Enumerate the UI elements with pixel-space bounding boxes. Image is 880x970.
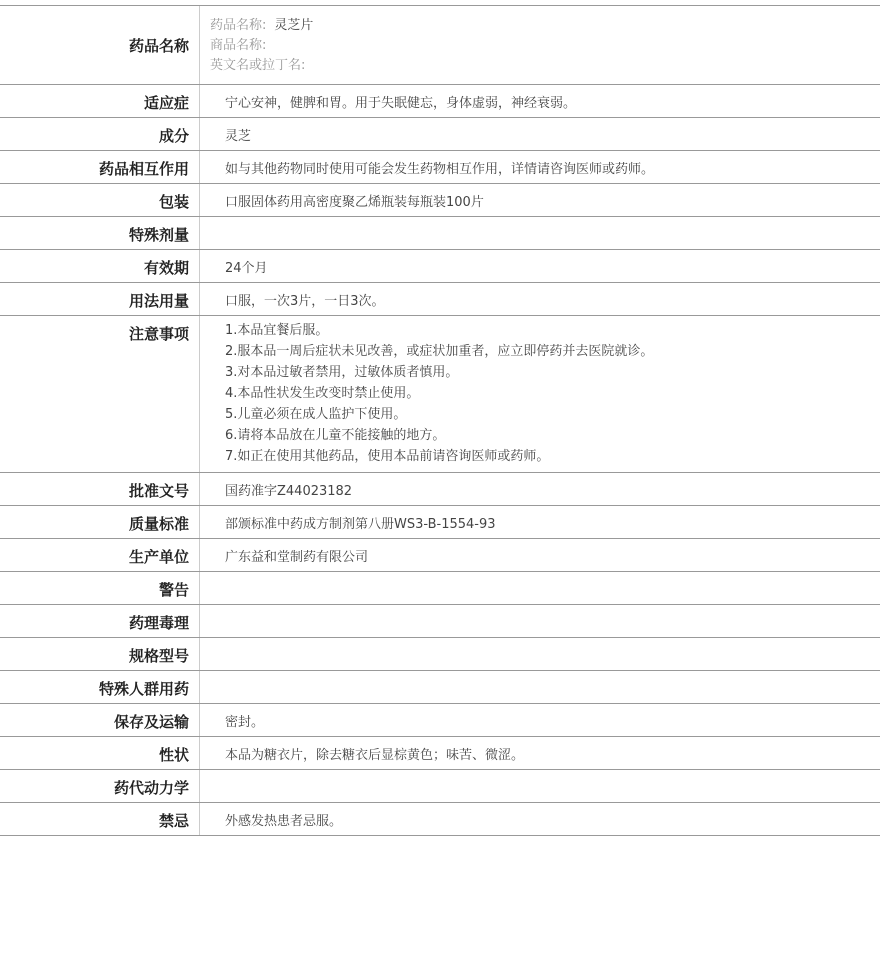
precaution-item: 1.本品宜餐后服。 [225,323,329,338]
row-value [200,316,880,472]
row-indications [0,85,880,118]
row-approval-number [0,473,880,506]
row-dosage [0,283,880,316]
name-line-generic: 药品名称: 灵芝片 [210,18,314,33]
row-label: 适应症 [0,85,200,117]
row-value [200,6,880,84]
row-label: 成分 [0,118,200,150]
row-label: 包装 [0,184,200,216]
row-value: 密封。 [225,715,265,730]
row-label: 有效期 [0,250,200,282]
row-value [200,217,880,249]
row-precautions [0,316,880,473]
row-quality-standard [0,506,880,539]
row-warning [0,572,880,605]
row-label: 药品名称 [0,6,200,84]
row-label: 药品相互作用 [0,151,200,183]
precaution-item: 2.服本品一周后症状未见改善，或症状加重者，应立即停药并去医院就诊。 [225,344,654,359]
row-label: 性状 [0,737,200,769]
row-value [200,671,880,703]
row-value: 广东益和堂制药有限公司 [225,550,369,565]
row-value: 国药准字Z44023182 [225,484,353,499]
row-special-populations [0,671,880,704]
row-value [200,770,880,802]
row-label: 特殊人群用药 [0,671,200,703]
row-value: 口服固体药用高密度聚乙烯瓶装每瓶装100片 [225,195,484,210]
precaution-item: 7.如正在使用其他药品，使用本品前请咨询医师或药师。 [225,449,550,464]
row-special-dosage [0,217,880,250]
row-packaging [0,184,880,217]
row-value: 如与其他药物同时使用可能会发生药物相互作用，详情请咨询医师或药师。 [225,162,655,177]
row-specification [0,638,880,671]
row-label: 保存及运输 [0,704,200,736]
row-value: 外感发热患者忌服。 [225,814,343,829]
row-drug-name [0,6,880,85]
row-label: 特殊剂量 [0,217,200,249]
row-shelf-life [0,250,880,283]
row-label: 药代动力学 [0,770,200,802]
row-label: 质量标准 [0,506,200,538]
row-value: 口服，一次3片，一日3次。 [225,294,385,309]
row-contraindications [0,803,880,836]
row-label: 规格型号 [0,638,200,670]
row-value: 本品为糖衣片，除去糖衣后显棕黄色；味苦、微涩。 [225,748,525,763]
row-pharmacology [0,605,880,638]
precaution-item: 6.请将本品放在儿童不能接触的地方。 [225,428,446,443]
drug-info-table [0,5,880,836]
row-ingredients [0,118,880,151]
row-value [200,638,880,670]
row-value [200,605,880,637]
row-value [200,572,880,604]
row-label: 禁忌 [0,803,200,835]
precaution-item: 5.儿童必须在成人监护下使用。 [225,407,407,422]
row-label: 批准文号 [0,473,200,505]
row-value: 灵芝 [225,129,252,144]
row-interactions [0,151,880,184]
row-label: 生产单位 [0,539,200,571]
row-value: 宁心安神，健脾和胃。用于失眠健忘，身体虚弱，神经衰弱。 [225,96,577,111]
precaution-item: 4.本品性状发生改变时禁止使用。 [225,386,420,401]
row-description [0,737,880,770]
row-label: 注意事项 [0,316,200,472]
row-label: 警告 [0,572,200,604]
name-line-trade: 商品名称: [210,38,267,53]
row-value: 24个月 [225,261,268,276]
row-label: 药理毒理 [0,605,200,637]
row-manufacturer [0,539,880,572]
row-pharmacokinetics [0,770,880,803]
row-label: 用法用量 [0,283,200,315]
row-storage [0,704,880,737]
precaution-item: 3.对本品过敏者禁用，过敏体质者慎用。 [225,365,459,380]
name-line-latin: 英文名或拉丁名: [210,58,306,73]
row-value: 部颁标准中药成方制剂第八册WS3-B-1554-93 [225,517,496,532]
